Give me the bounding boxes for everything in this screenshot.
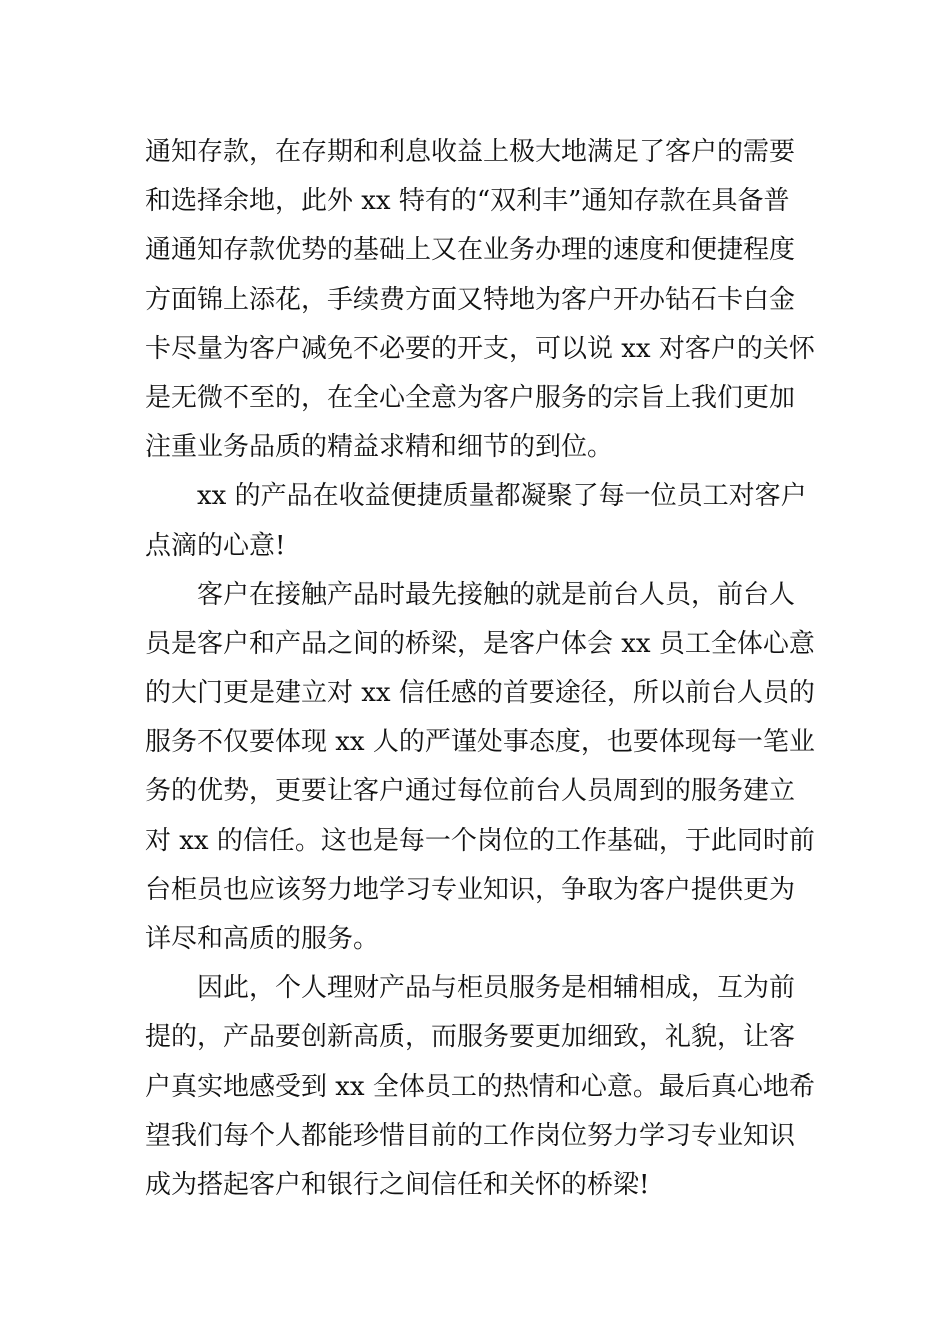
body-text bbox=[145, 128, 815, 1210]
text-line: 务的优势，更要让客户通过每位前台人员周到的服务建立 bbox=[145, 776, 796, 807]
paragraph-4 bbox=[145, 964, 815, 1210]
text-line: 卡尽量为客户减免不必要的开支，可以说 xx 对客户的关怀 bbox=[145, 333, 815, 364]
text-line: 服务不仅要体现 xx 人的严谨处事态度，也要体现每一笔业 bbox=[145, 727, 815, 758]
text-line: 通知存款，在存期和利息收益上极大地满足了客户的需要 bbox=[145, 137, 796, 167]
text-line: 对 xx 的信任。这也是每一个岗位的工作基础，于此同时前 bbox=[145, 825, 815, 856]
text-line: 详尽和高质的服务。 bbox=[145, 924, 380, 954]
text-line: 因此，个人理财产品与柜员服务是相辅相成，互为前 bbox=[197, 973, 796, 1004]
text-line: 客户在接触产品时最先接触的就是前台人员，前台人 bbox=[197, 579, 796, 610]
text-line: 方面锦上添花，手续费方面又特地为客户开办钻石卡白金 bbox=[145, 284, 796, 315]
paragraph-1 bbox=[145, 128, 815, 472]
text-line: 注重业务品质的精益求精和细节的到位。 bbox=[145, 432, 614, 463]
text-line: 员是客户和产品之间的桥梁，是客户体会 xx 员工全体心意 bbox=[145, 628, 815, 659]
text-line: 的大门更是建立对 xx 信任感的首要途径，所以前台人员的 bbox=[145, 678, 815, 709]
text-line: xx 的产品在收益便捷质量都凝聚了每一位员工对客户 bbox=[197, 481, 807, 512]
text-line: 台柜员也应该努力地学习专业知识，争取为客户提供更为 bbox=[145, 874, 796, 905]
text-line: 户真实地感受到 xx 全体员工的热情和心意。最后真心地希 bbox=[145, 1071, 815, 1102]
paragraph-3 bbox=[145, 571, 815, 965]
text-line: 望我们每个人都能珍惜目前的工作岗位努力学习专业知识 bbox=[145, 1120, 796, 1151]
text-line: 和选择余地，此外 xx 特有的“双利丰”通知存款在具备普 bbox=[145, 186, 790, 217]
text-line: 成为搭起客户和银行之间信任和关怀的桥梁! bbox=[145, 1169, 650, 1200]
text-line: 通通知存款优势的基础上又在业务办理的速度和便捷程度 bbox=[145, 235, 796, 266]
text-line: 是无微不至的，在全心全意为客户服务的宗旨上我们更加 bbox=[145, 382, 796, 413]
paragraph-2 bbox=[145, 472, 807, 570]
text-line: 提的，产品要创新高质，而服务要更加细致，礼貌，让客 bbox=[145, 1022, 796, 1053]
text-line: 点滴的心意! bbox=[145, 530, 286, 561]
